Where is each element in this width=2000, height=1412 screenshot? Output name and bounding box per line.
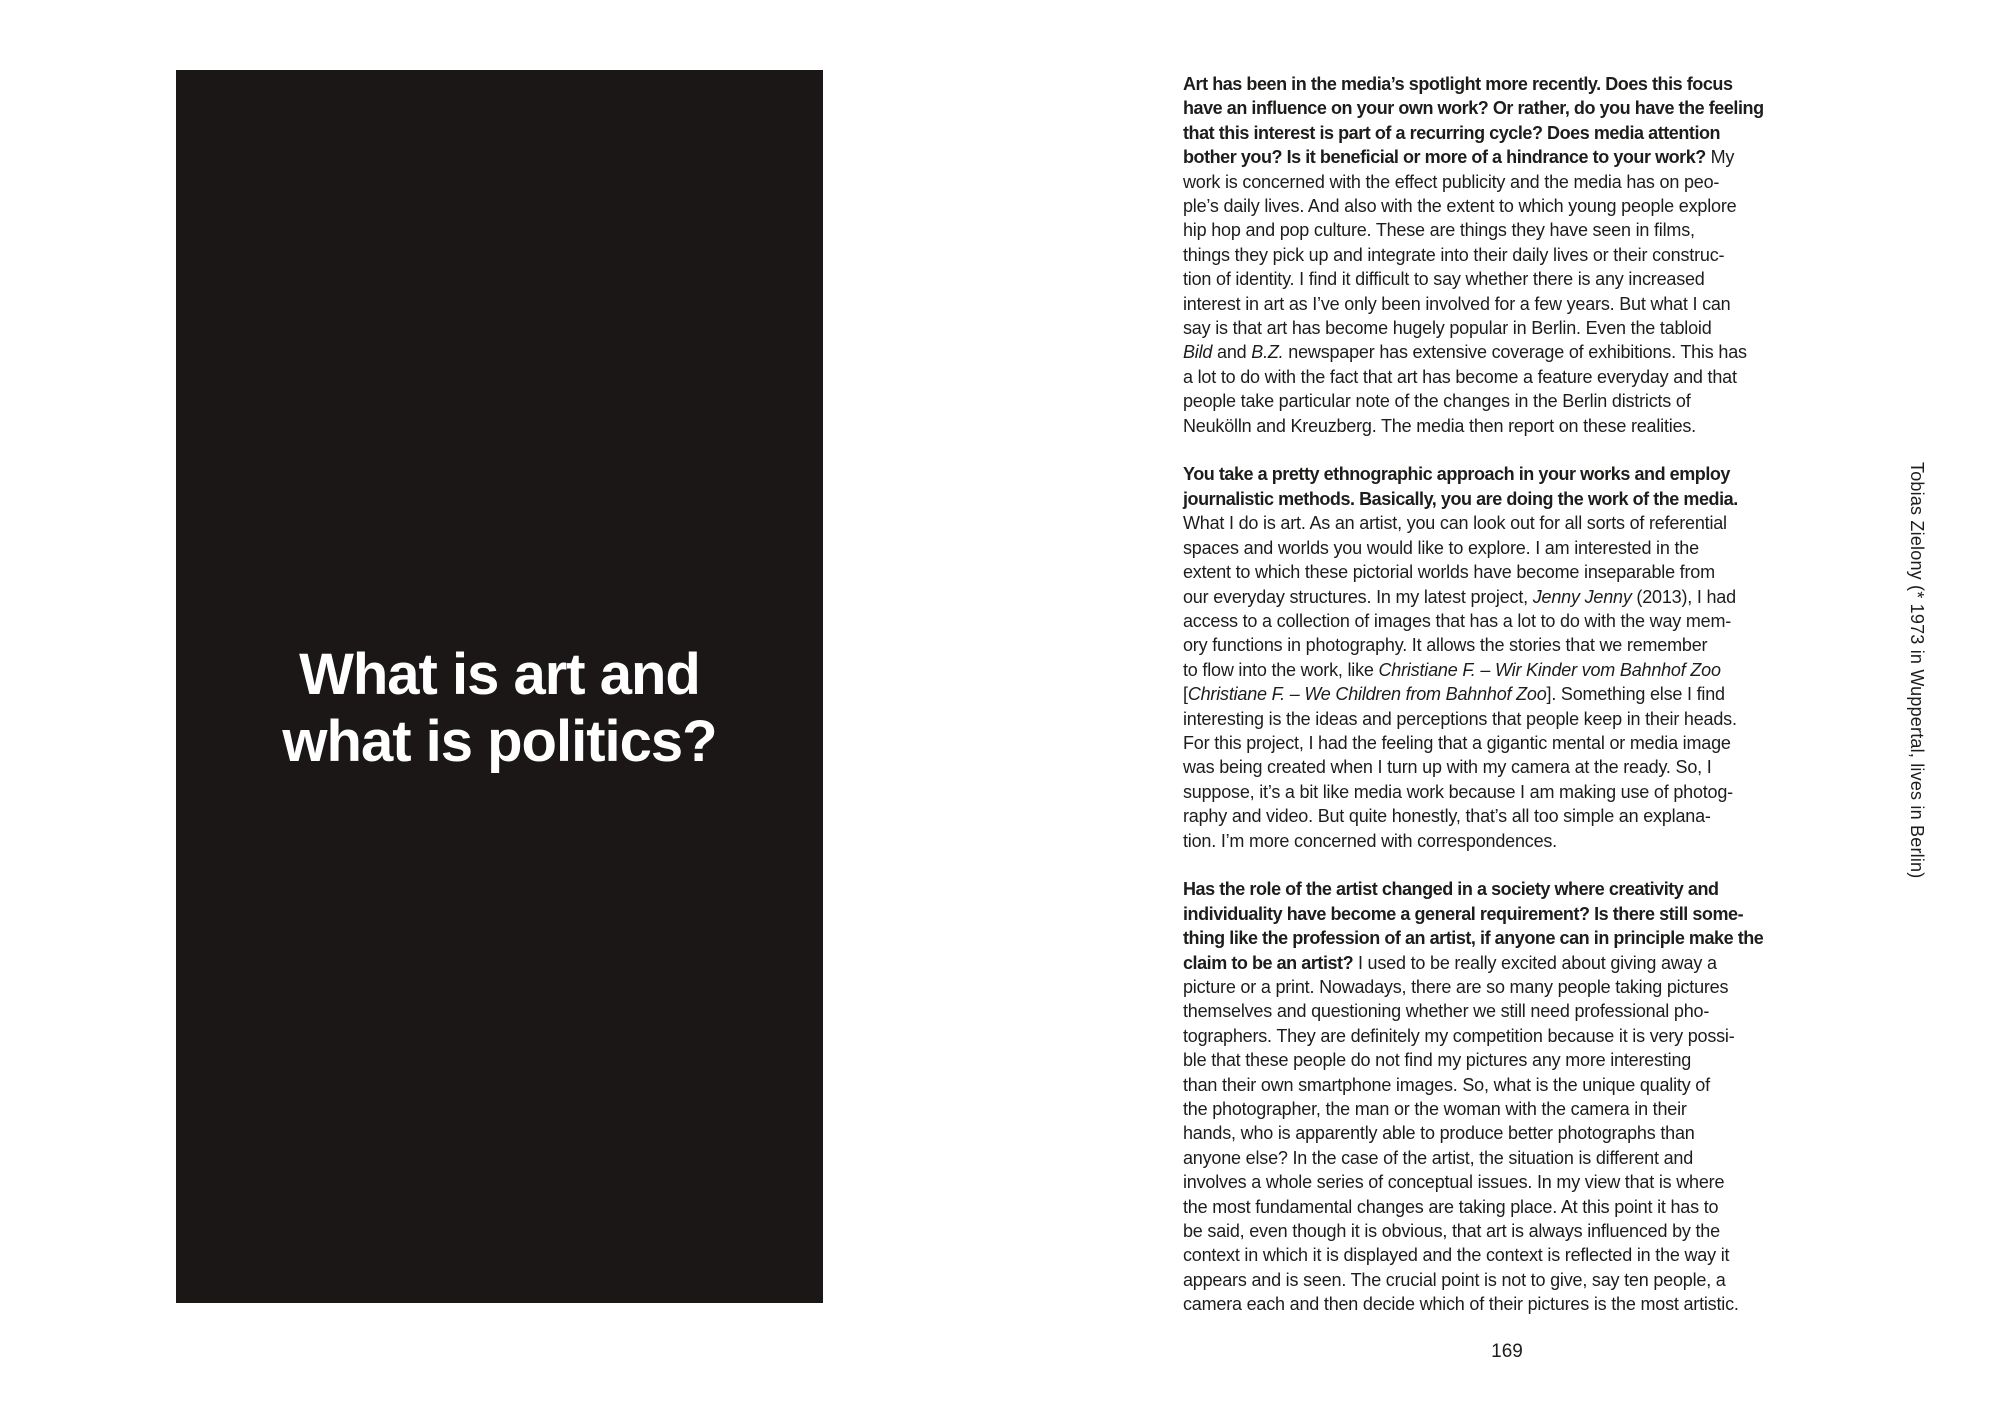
text-line bbox=[1183, 682, 1831, 706]
text-line bbox=[1183, 218, 1831, 242]
answer-text: ory functions in photography. It allows the stories that we remember bbox=[1183, 635, 1708, 656]
title-reference: Christiane F. – We Children from Bahnhof Zoo bbox=[1187, 684, 1547, 705]
text-line bbox=[1183, 243, 1831, 267]
text-line bbox=[1183, 170, 1831, 194]
interview-paragraph bbox=[1183, 877, 1831, 1316]
answer-text: the photographer, the man or the woman with the camera in their bbox=[1183, 1099, 1687, 1120]
answer-text: be said, even though it is obvious, that art is always influenced by the bbox=[1183, 1221, 1720, 1242]
answer-text: a lot to do with the fact that art has become a feature everyday and that bbox=[1183, 366, 1737, 387]
answer-text: tion. I’m more concerned with correspondences. bbox=[1183, 830, 1557, 851]
text-line bbox=[1183, 926, 1831, 950]
answer-text: tion of identity. I find it difficult to say whether there is any increased bbox=[1183, 269, 1705, 290]
interview-column bbox=[1183, 72, 1831, 1317]
answer-text: work is concerned with the effect publicity and the media has on peo- bbox=[1183, 171, 1720, 192]
text-line bbox=[1183, 389, 1831, 413]
answer-text: hands, who is apparently able to produce better photographs than bbox=[1183, 1123, 1695, 1144]
answer-text: picture or a print. Nowadays, there are so many people taking pictures bbox=[1183, 977, 1729, 997]
text-line bbox=[1183, 975, 1831, 999]
text-line bbox=[1183, 267, 1831, 291]
text-line bbox=[1183, 462, 1831, 486]
answer-text: ple’s daily lives. And also with the extent to which young people explore bbox=[1183, 196, 1737, 217]
answer-text: say is that art has become hugely popular in Berlin. Even the tabloid bbox=[1183, 318, 1712, 339]
question-text: journalistic methods. Basically, you are doing the work of the media. bbox=[1183, 488, 1738, 509]
margin-caption: Tobias Zielony (* 1973 in Wuppertal, lives in Berlin) bbox=[1907, 462, 1927, 879]
chapter-title-box bbox=[176, 70, 823, 1303]
text-line bbox=[1183, 1170, 1831, 1194]
answer-text: involves a whole series of conceptual issues. In my view that is where bbox=[1183, 1172, 1725, 1193]
answer-text: interest in art as I’ve only been involved for a few years. But what I can bbox=[1183, 293, 1731, 314]
text-line bbox=[1183, 1146, 1831, 1170]
answer-text: access to a collection of images that has a lot to do with the way mem- bbox=[1183, 610, 1732, 631]
answer-text: the most fundamental changes are taking place. At this point it has to bbox=[1183, 1196, 1719, 1217]
text-line bbox=[1183, 1195, 1831, 1219]
text-line bbox=[1183, 829, 1831, 853]
answer-text: camera each and then decide which of their pictures is the most artistic. bbox=[1183, 1294, 1739, 1315]
answer-text: anyone else? In the case of the artist, the situation is different and bbox=[1183, 1147, 1694, 1168]
text-line bbox=[1183, 755, 1831, 779]
title-reference: Bild bbox=[1183, 342, 1213, 363]
question-text: have an influence on your own work? Or rather, do you have the feeling bbox=[1183, 98, 1764, 119]
text-line bbox=[1183, 1219, 1831, 1243]
text-line bbox=[1183, 1097, 1831, 1121]
answer-text: ]. Something else I find bbox=[1546, 684, 1725, 705]
text-line bbox=[1183, 365, 1831, 389]
text-line bbox=[1183, 585, 1831, 609]
answer-text: interesting is the ideas and perceptions that people keep in their heads. bbox=[1183, 708, 1737, 729]
text-line bbox=[1183, 121, 1831, 145]
answer-text: newspaper has extensive coverage of exhibitions. This has bbox=[1283, 342, 1747, 363]
text-line bbox=[1183, 72, 1831, 96]
answer-text: My bbox=[1705, 147, 1735, 168]
chapter-title bbox=[282, 641, 716, 775]
answer-text: What I do is art. As an artist, you can look out for all sorts of referential bbox=[1183, 513, 1727, 534]
answer-text: and bbox=[1212, 342, 1252, 363]
text-line bbox=[1183, 877, 1831, 901]
answer-text: our everyday structures. In my latest project, bbox=[1183, 586, 1533, 607]
chapter-title-line-1: What is art and bbox=[299, 641, 700, 707]
page-number: 169 bbox=[1491, 1341, 1523, 1362]
answer-text: raphy and video. But quite honestly, that’s all too simple an explana- bbox=[1183, 806, 1711, 827]
text-line bbox=[1183, 511, 1831, 535]
answer-text: people take particular note of the changes in the Berlin districts of bbox=[1183, 391, 1691, 412]
answer-text: than their own smartphone images. So, what is the unique quality of bbox=[1183, 1074, 1710, 1095]
text-line bbox=[1183, 999, 1831, 1023]
text-line bbox=[1183, 340, 1831, 364]
text-line bbox=[1183, 658, 1831, 682]
title-reference: Jenny Jenny bbox=[1532, 586, 1632, 607]
answer-text: appears and is seen. The crucial point is not to give, say ten people, a bbox=[1183, 1269, 1726, 1290]
answer-text: hip hop and pop culture. These are things they have seen in films, bbox=[1183, 220, 1695, 241]
question-text: that this interest is part of a recurring cycle? Does media attention bbox=[1183, 122, 1721, 143]
question-text: You take a pretty ethnographic approach in your works and employ bbox=[1183, 464, 1730, 485]
chapter-title-line-2: what is politics? bbox=[282, 708, 717, 774]
text-line bbox=[1183, 707, 1831, 731]
text-line bbox=[1183, 560, 1831, 584]
answer-text: themselves and questioning whether we still need professional pho- bbox=[1183, 1001, 1710, 1022]
text-line bbox=[1183, 1121, 1831, 1145]
answer-text: context in which it is displayed and the context is reflected in the way it bbox=[1183, 1245, 1730, 1266]
answer-text: For this project, I had the feeling that a gigantic mental or media image bbox=[1183, 732, 1731, 753]
interview-paragraph bbox=[1183, 462, 1831, 853]
answer-text: extent to which these pictorial worlds have become inseparable from bbox=[1183, 562, 1715, 583]
text-line bbox=[1183, 96, 1831, 120]
answer-text: ble that these people do not find my pictures any more interesting bbox=[1183, 1050, 1692, 1071]
text-line bbox=[1183, 1292, 1831, 1316]
text-line bbox=[1183, 951, 1831, 975]
answer-text: [ bbox=[1183, 684, 1188, 705]
answer-text: (2013), I had bbox=[1631, 586, 1736, 607]
text-line bbox=[1183, 145, 1831, 169]
question-text: individuality have become a general requirement? Is there still some- bbox=[1183, 903, 1744, 924]
text-line bbox=[1183, 804, 1831, 828]
text-line bbox=[1183, 1268, 1831, 1292]
answer-text: I used to be really excited about giving away a bbox=[1353, 952, 1717, 973]
text-line bbox=[1183, 1024, 1831, 1048]
answer-text: things they pick up and integrate into their daily lives or their construc- bbox=[1183, 244, 1725, 265]
text-line bbox=[1183, 194, 1831, 218]
text-line bbox=[1183, 414, 1831, 438]
title-reference: B.Z. bbox=[1251, 342, 1284, 363]
question-text: Has the role of the artist changed in a society where creativity and bbox=[1183, 879, 1719, 900]
question-text: thing like the profession of an artist, if anyone can in principle make the bbox=[1183, 928, 1764, 949]
text-line bbox=[1183, 536, 1831, 560]
answer-text: Neukölln and Kreuzberg. The media then report on these realities. bbox=[1183, 415, 1696, 436]
answer-text: suppose, it’s a bit like media work because I am making use of photog- bbox=[1183, 781, 1733, 802]
interview-paragraph bbox=[1183, 72, 1831, 438]
text-line bbox=[1183, 487, 1831, 511]
text-line bbox=[1183, 902, 1831, 926]
title-reference: Christiane F. – Wir Kinder vom Bahnhof Zoo bbox=[1378, 659, 1721, 680]
text-line bbox=[1183, 292, 1831, 316]
question-text: Art has been in the media’s spotlight more recently. Does this focus bbox=[1183, 74, 1733, 94]
answer-text: to flow into the work, like bbox=[1183, 659, 1379, 680]
text-line bbox=[1183, 1073, 1831, 1097]
text-line bbox=[1183, 633, 1831, 657]
answer-text: tographers. They are definitely my competition because it is very possi- bbox=[1183, 1025, 1735, 1046]
text-line bbox=[1183, 316, 1831, 340]
question-text: claim to be an artist? bbox=[1183, 952, 1354, 973]
text-line bbox=[1183, 731, 1831, 755]
text-line bbox=[1183, 780, 1831, 804]
answer-text: was being created when I turn up with my camera at the ready. So, I bbox=[1183, 757, 1712, 778]
answer-text: spaces and worlds you would like to explore. I am interested in the bbox=[1183, 537, 1699, 558]
text-line bbox=[1183, 609, 1831, 633]
text-line bbox=[1183, 1048, 1831, 1072]
question-text: bother you? Is it beneficial or more of a hindrance to your work? bbox=[1183, 147, 1706, 168]
text-line bbox=[1183, 1243, 1831, 1267]
